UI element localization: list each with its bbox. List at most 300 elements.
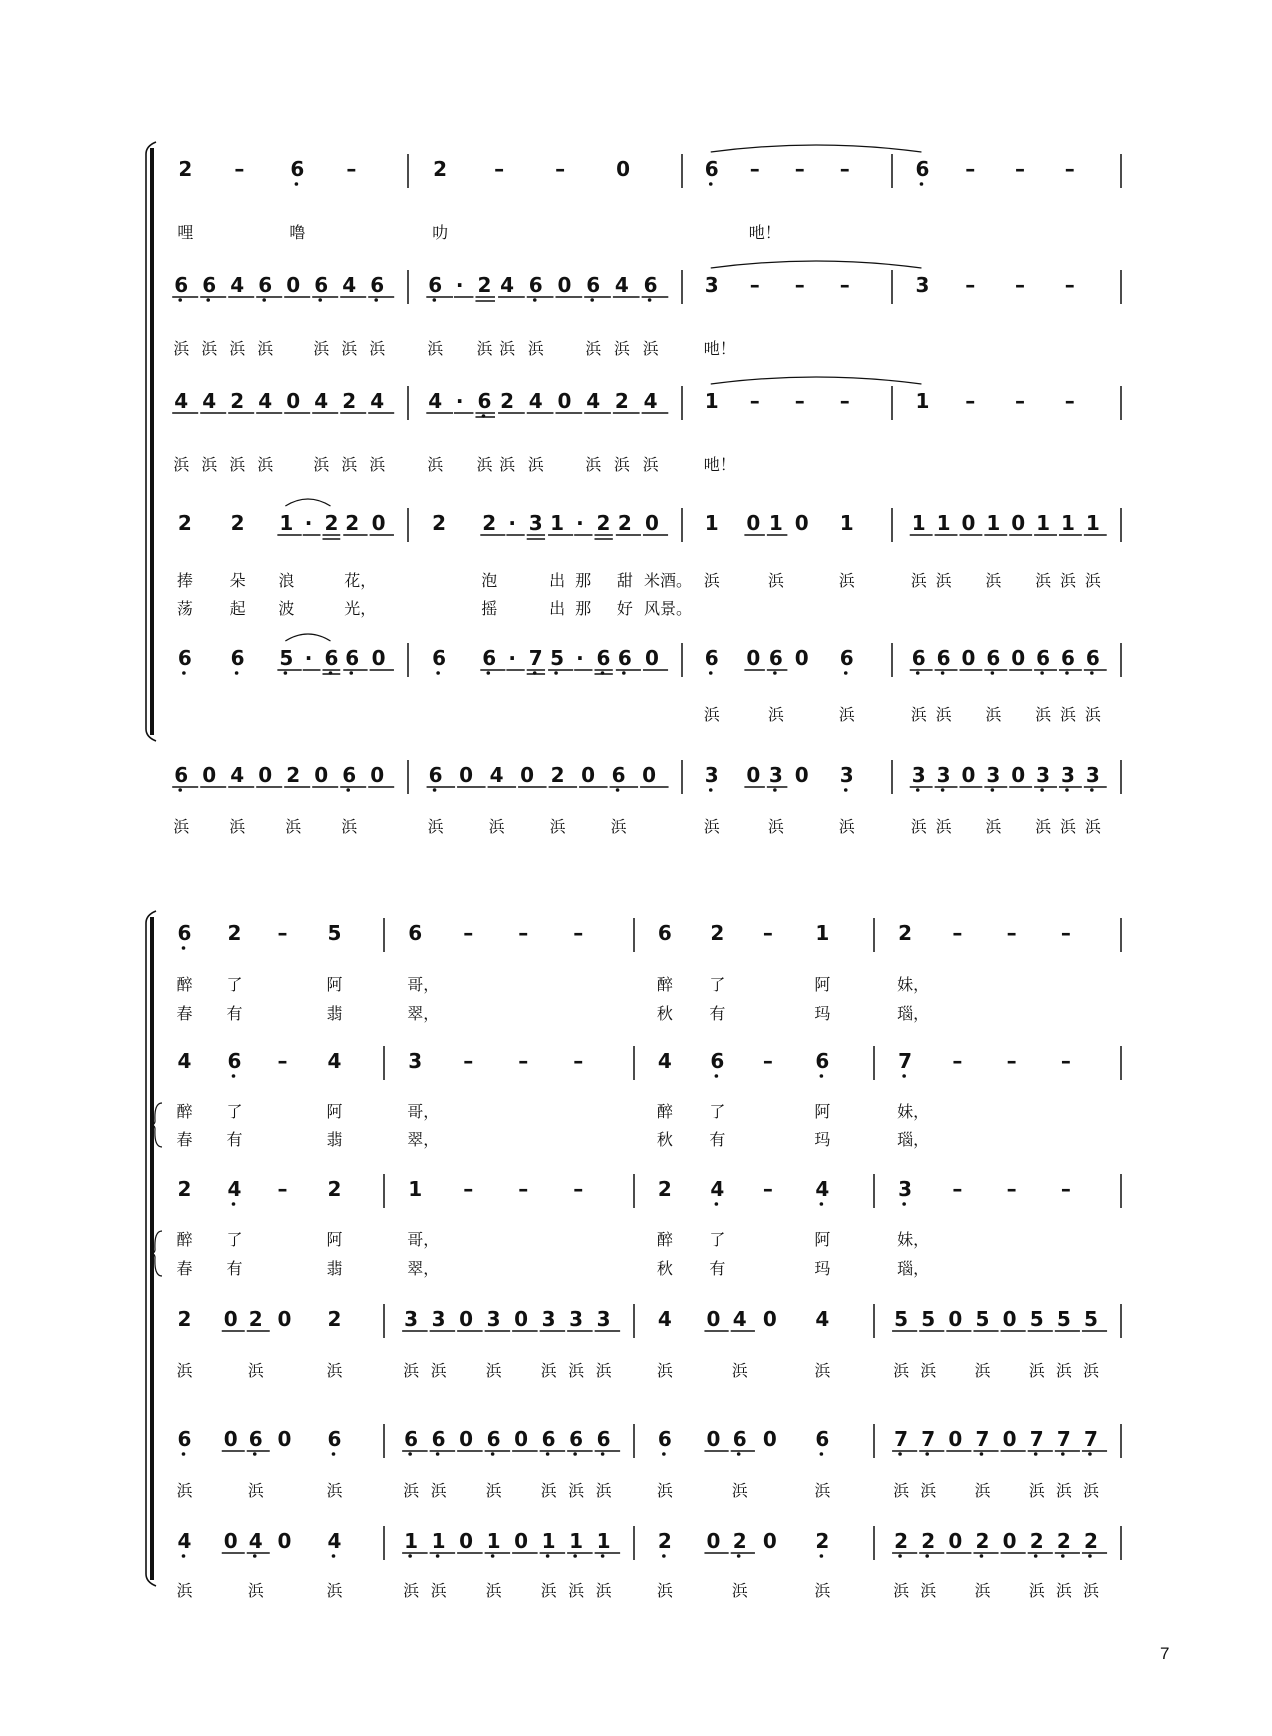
note: 3 [541,1307,556,1331]
note: 2 [815,1529,830,1553]
lyric-syllable: 浜 [257,339,274,358]
note: 3 [404,1307,419,1331]
note: 4 [314,389,329,413]
octave-dot [232,1074,236,1078]
note: – [762,921,773,945]
note: 1 [1060,511,1075,535]
note: 2 [433,157,448,181]
note: 0 [961,511,976,535]
lyric-syllable: 浜 [341,817,358,836]
octave-dot [1040,671,1044,675]
lyric-syllable: 浜 [1084,705,1101,724]
note: 6 [528,273,543,297]
lyric-syllable: 浜 [910,571,927,590]
lyric-syllable: 醉 [656,1230,673,1249]
lyric-syllable: 浜 [1082,1481,1099,1500]
note: 6 [936,646,951,670]
lyric-syllable: 花， [344,571,377,590]
lyric-syllable: 浜 [893,1581,910,1600]
lyric-syllable: 那 [575,571,592,590]
note: 4 [202,389,217,413]
note: 1 [704,511,719,535]
note: – [1064,389,1075,413]
note: – [234,157,245,181]
lyric-syllable: 噜 [289,223,306,242]
lyric-syllable: 浜 [549,817,566,836]
note: 2 [898,921,913,945]
note: 0 [459,1427,474,1451]
octave-dot [436,1452,440,1456]
note: 2 [657,1177,672,1201]
lyric-syllable: 浜 [985,571,1002,590]
note: 4 [657,1307,672,1331]
note: 3 [915,273,930,297]
note: 0 [1011,646,1026,670]
lyric-syllable: 浜 [610,817,627,836]
lyric-syllable: 浜 [920,1361,937,1380]
note: 2 [657,1529,672,1553]
octave-dot [182,946,186,950]
octave-dot [622,671,626,675]
note: 4 [732,1307,747,1331]
note: 0 [277,1307,292,1331]
note: 2 [1056,1529,1071,1553]
lyric-syllable: 浜 [1055,1581,1072,1600]
note: 0 [616,157,631,181]
lyric-syllable: 浜 [313,339,330,358]
octave-dot [941,788,945,792]
octave-dot [235,671,239,675]
lyric-syllable: 甜 [616,571,633,590]
dot: · [455,273,464,297]
note: 6 [911,646,926,670]
lyric-syllable: 阿 [814,1102,831,1121]
lyric-syllable: 那 [575,599,592,618]
lyric-syllable: 浜 [499,339,516,358]
note: 0 [762,1427,777,1451]
note: – [762,1177,773,1201]
note: 1 [1085,511,1100,535]
note: 0 [277,1427,292,1451]
lyric-syllable: 摇 [481,599,498,618]
lyric-syllable: 浜 [427,339,444,358]
lyric-syllable: 浜 [935,571,952,590]
lyric-syllable: 玛 [814,1004,831,1023]
note: 2 [177,511,192,535]
octave-dot [232,1202,236,1206]
note: 4 [586,389,601,413]
lyric-syllable: 阿 [326,975,343,994]
lyric-syllable: 浜 [703,705,720,724]
note: 2 [345,511,360,535]
note: 1 [279,511,294,535]
lyric-syllable: 浜 [485,1481,502,1500]
lyric-syllable: 浜 [703,571,720,590]
lyric-syllable: 浜 [247,1361,264,1380]
note: 3 [569,1307,584,1331]
lyric-syllable: 浜 [326,1581,343,1600]
lyric-syllable: 浜 [838,571,855,590]
lyric-syllable: 浜 [656,1481,673,1500]
lyric-syllable: 浜 [985,705,1002,724]
lyric-syllable: 浜 [229,339,246,358]
lyric-syllable: 春 [176,1004,193,1023]
lyric-syllable: 哥， [407,975,440,994]
octave-dot [436,671,440,675]
note: 6 [230,646,245,670]
note: 6 [248,1427,263,1451]
note: 6 [428,273,443,297]
lyric-syllable: 浜 [201,339,218,358]
octave-dot [262,298,266,302]
lyric-syllable: 有 [709,1130,726,1149]
lyric-syllable: 了 [709,1102,726,1121]
octave-dot [491,1452,495,1456]
lyric-syllable: 浜 [1055,1481,1072,1500]
note: 0 [557,389,572,413]
note: 3 [528,511,543,535]
dot: · [304,646,313,670]
note: – [277,1049,288,1073]
lyric-syllable: 浜 [341,339,358,358]
octave-dot [709,671,713,675]
lyric-syllable: 浜 [814,1581,831,1600]
lyric-syllable: 妹， [897,975,930,994]
page-number: 7 [1160,1644,1170,1663]
octave-dot [332,1452,336,1456]
note: 0 [706,1427,721,1451]
note: 5 [279,646,294,670]
note: 6 [596,1427,611,1451]
octave-dot [925,1554,929,1558]
lyric-syllable: 醉 [176,975,193,994]
lyric-syllable: 浜 [935,817,952,836]
octave-dot [844,788,848,792]
lyric-syllable: 浜 [247,1481,264,1500]
octave-dot [898,1452,902,1456]
note: 6 [704,646,719,670]
note: 6 [174,273,189,297]
octave-dot [332,1554,336,1558]
note: 6 [732,1427,747,1451]
lyric-syllable: 波 [278,599,295,618]
lyric-syllable: 浜 [430,1361,447,1380]
octave-dot [980,1452,984,1456]
tie [285,499,330,506]
octave-dot [408,1554,412,1558]
octave-dot [820,1452,824,1456]
octave-dot [662,1554,666,1558]
note: 0 [794,763,809,787]
note: 0 [520,763,534,787]
octave-dot [601,1554,605,1558]
note: 3 [986,763,1001,787]
octave-dot [374,298,378,302]
note: 6 [432,646,447,670]
lyric-syllable: 浜 [173,817,190,836]
note: 7 [894,1427,908,1451]
note: 0 [1002,1307,1017,1331]
lyric-syllable: 秋 [656,1259,673,1278]
note: 0 [514,1427,529,1451]
note: 2 [327,1177,342,1201]
note: – [839,389,850,413]
tie [711,377,922,384]
note: 6 [1036,646,1051,670]
note: 2 [710,921,725,945]
lyric-syllable: 翠， [407,1130,440,1149]
note: 4 [643,389,658,413]
lyric-syllable: 好 [616,599,633,618]
note: 1 [915,389,930,413]
note: – [749,389,760,413]
lyric-syllable: 翠， [407,1259,440,1278]
lyric-syllable: 泡 [481,571,498,590]
note: – [794,157,805,181]
lyric-syllable: 浜 [369,455,386,474]
lyric-syllable: 浜 [176,1361,193,1380]
lyric-syllable: 瑙， [897,1130,930,1149]
octave-dot [486,671,490,675]
note: – [1006,1049,1017,1073]
lyric-syllable: 浜 [285,817,302,836]
lyric-syllable: 浜 [910,817,927,836]
note: 6 [174,763,189,787]
lyric-syllable: 浜 [595,1481,612,1500]
lyric-syllable: 浜 [893,1481,910,1500]
note: 0 [314,763,329,787]
note: – [573,921,584,945]
note: 1 [1036,511,1051,535]
note: 0 [1002,1529,1017,1553]
note: 2 [617,511,632,535]
lyric-syllable: 有 [709,1259,726,1278]
note: 0 [706,1529,721,1553]
note: – [762,1049,773,1073]
note: 0 [202,763,217,787]
lyric-syllable: 浜 [838,705,855,724]
lyric-syllable: 浜 [731,1361,748,1380]
note: 6 [177,646,192,670]
octave-dot [178,298,182,302]
octave-dot [1090,671,1094,675]
note: 6 [596,646,611,670]
lyric-syllable: 浜 [540,1581,557,1600]
note: 0 [948,1427,963,1451]
octave-dot [1034,1554,1038,1558]
lyric-syllable: 醉 [656,1102,673,1121]
lyric-syllable: 浜 [1028,1581,1045,1600]
note: 6 [314,273,329,297]
octave-dot [349,671,353,675]
note: 3 [431,1307,446,1331]
note: – [1014,273,1025,297]
note: 5 [327,921,342,945]
lyric-syllable: 春 [176,1130,193,1149]
octave-dot [916,788,920,792]
note: 1 [768,511,783,535]
note: 7 [898,1049,913,1073]
note: – [749,273,760,297]
note: – [1014,157,1025,181]
note: 4 [370,389,385,413]
note: 3 [911,763,926,787]
octave-dot [920,182,924,186]
note: 1 [839,511,854,535]
note: 3 [704,273,719,297]
note: 0 [644,646,659,670]
lyric-syllable: 浜 [476,455,493,474]
dot: · [304,511,313,535]
octave-dot [491,1554,495,1558]
lyric-syllable: 叻 [432,223,449,242]
note: 5 [550,646,564,670]
lyric-syllable: 醉 [176,1102,193,1121]
lyric-syllable: 浜 [974,1361,991,1380]
octave-dot [182,1554,186,1558]
note: 4 [815,1177,830,1201]
lyric-syllable: 哩 [177,223,194,242]
lyric-syllable: 了 [709,975,726,994]
octave-dot [178,788,182,792]
note: 6 [611,763,626,787]
lyric-syllable: 朵 [229,571,246,590]
octave-dot [546,1452,550,1456]
note: 6 [486,1427,501,1451]
note: 1 [596,1529,611,1553]
octave-dot [433,298,437,302]
note: – [463,1049,474,1073]
lyric-syllable: 阿 [814,975,831,994]
note: – [839,273,850,297]
note: 2 [921,1529,936,1553]
lyric-syllable: 浜 [369,339,386,358]
octave-dot [318,298,322,302]
note: 6 [541,1427,556,1451]
note: 5 [921,1307,936,1331]
lyric-syllable: 有 [709,1004,726,1023]
octave-dot [1061,1452,1065,1456]
lyric-syllable: 浜 [585,455,602,474]
lyric-syllable: 光， [344,599,377,618]
lyric-syllable: 浜 [731,1481,748,1500]
lyric-syllable: 浜 [313,455,330,474]
lyric-syllable: 浜 [427,817,444,836]
note: 1 [550,511,564,535]
lyric-syllable: 起 [229,599,246,618]
note: – [1006,921,1017,945]
lyric-syllable: 浜 [229,817,246,836]
lyric-syllable: 浜 [430,1481,447,1500]
note: 1 [404,1529,419,1553]
note: – [794,389,805,413]
note: – [277,1177,288,1201]
lyric-syllable: 捧 [176,571,193,590]
lyric-syllable: 浜 [703,817,720,836]
lyric-syllable: 浜 [1028,1361,1045,1380]
octave-dot [408,1452,412,1456]
note: 7 [528,646,543,670]
octave-dot [898,1554,902,1558]
note: – [1060,1049,1071,1073]
note: – [1006,1177,1017,1201]
octave-dot [253,1452,257,1456]
note: 6 [1060,646,1075,670]
note: 3 [486,1307,501,1331]
lyric-syllable: 浜 [642,455,659,474]
lyric-syllable: 浜 [731,1581,748,1600]
note: 6 [815,1049,830,1073]
lyric-syllable: 了 [226,1230,243,1249]
octave-dot [991,671,995,675]
lyric-syllable: 浜 [910,705,927,724]
note: – [518,1049,529,1073]
lyric-syllable: 妹， [897,1230,930,1249]
octave-dot [1088,1452,1092,1456]
note: 6 [1085,646,1100,670]
note: – [965,389,976,413]
lyric-syllable: 阿 [326,1102,343,1121]
lyric-syllable: 浜 [1059,705,1076,724]
note: 4 [230,273,245,297]
lyric-syllable: 浜 [1084,817,1101,836]
lyric-syllable: 浜 [201,455,218,474]
note: 6 [643,273,658,297]
lyric-syllable: 浜 [499,455,516,474]
note: 6 [815,1427,830,1451]
lyric-syllable: 浜 [814,1481,831,1500]
octave-dot [1065,788,1069,792]
note: 4 [428,389,443,413]
note: 0 [370,763,385,787]
note: 0 [706,1307,721,1331]
lyric-syllable: 了 [226,975,243,994]
lyric-syllable: 浜 [935,705,952,724]
note: 6 [986,646,1001,670]
lyric-syllable: 出 [549,599,566,618]
octave-dot [182,1452,186,1456]
note: 0 [223,1529,238,1553]
octave-dot [709,182,713,186]
note: 5 [894,1307,908,1331]
octave-dot [941,671,945,675]
lyric-syllable: 哥， [407,1230,440,1249]
note: 4 [177,1049,192,1073]
note: 1 [911,511,926,535]
note: 6 [324,646,339,670]
lyric-syllable: 秋 [656,1130,673,1149]
lyric-syllable: 浜 [920,1481,937,1500]
octave-dot [1040,788,1044,792]
lyric-syllable: 浜 [656,1581,673,1600]
note: 2 [227,921,242,945]
note: 3 [596,1307,611,1331]
note: – [749,157,760,181]
octave-dot [253,1554,257,1558]
tie [711,145,922,152]
octave-dot [715,1074,719,1078]
octave-dot [573,1554,577,1558]
lyric-syllable: 风景。 [643,599,692,618]
note: 4 [174,389,189,413]
lyric-syllable: 浜 [974,1581,991,1600]
note: 6 [227,1049,242,1073]
note: 7 [1029,1427,1044,1451]
note: 2 [177,1307,192,1331]
lyric-syllable: 吔！ [748,223,781,242]
dot: · [508,646,516,670]
octave-dot [546,1554,550,1558]
